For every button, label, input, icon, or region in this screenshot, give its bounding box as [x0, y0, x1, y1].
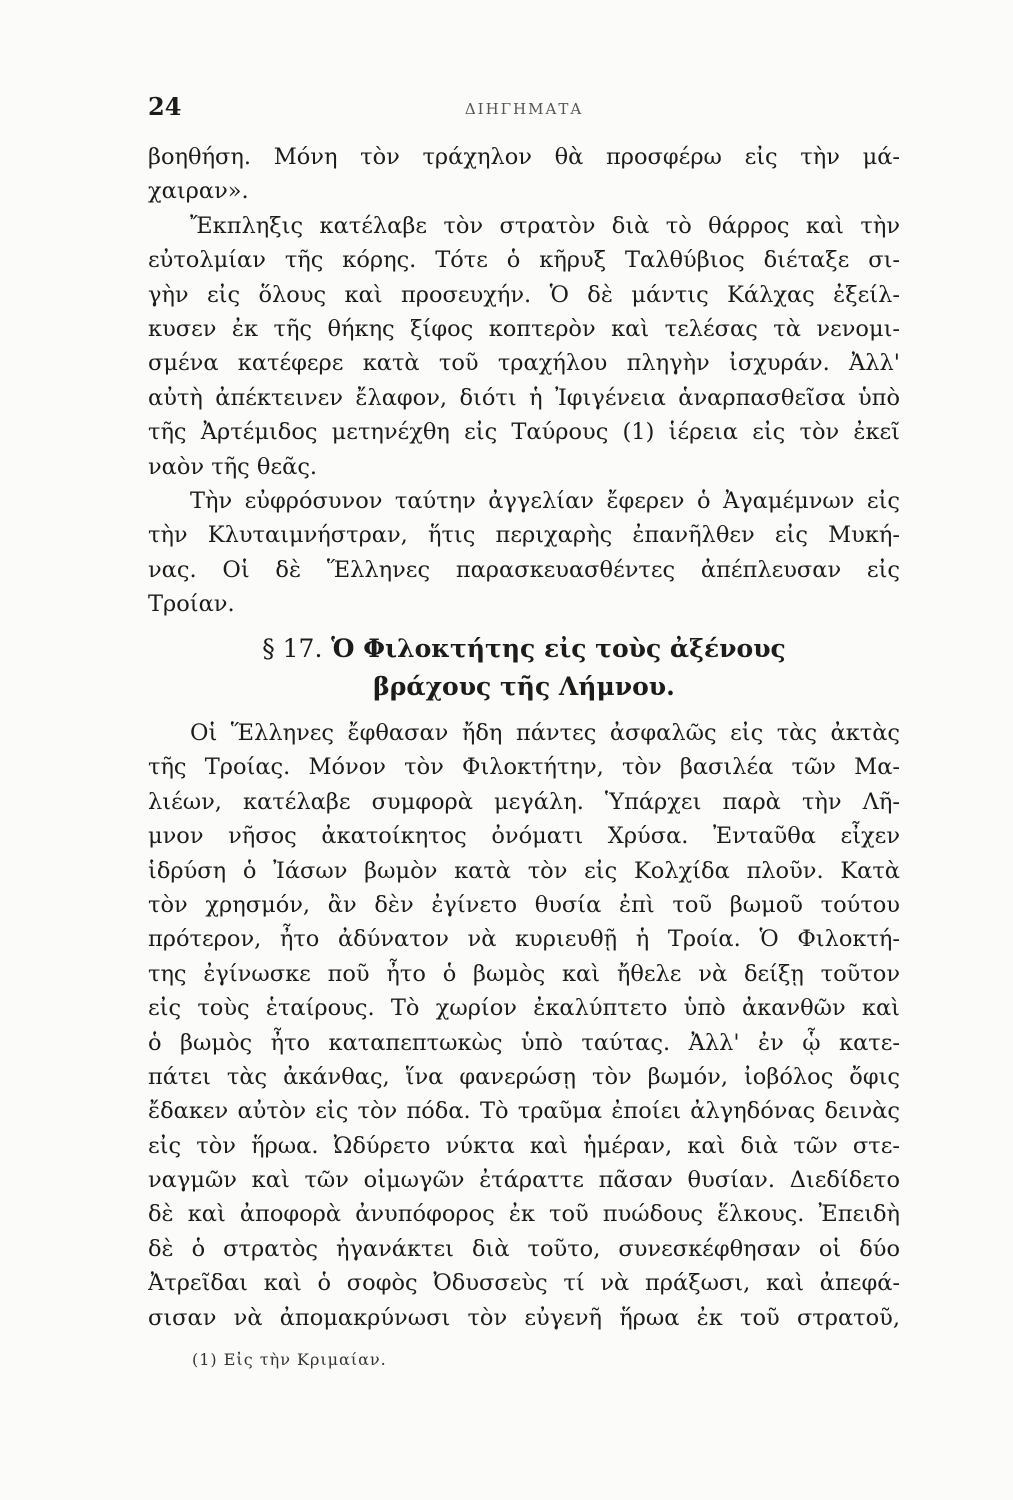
- section-title-part-2: βράχους τῆς Λήμνου.: [373, 672, 675, 701]
- text-line: χαιραν».: [148, 178, 249, 205]
- text-line: νας. Οἱ δὲ Ἕλληνες παρασκευασθέντες ἀπέπλευσαν εἰς: [148, 556, 900, 583]
- text-line: Ἀτρεῖδαι καὶ ὁ σοφὸς Ὀδυσσεὺς τί νὰ πράξωσι, καὶ ἀπεφά-: [148, 1270, 900, 1297]
- text-line: εἰς τὸν ἥρωα. Ὠδύρετο νύκτα καὶ ἡμέραν, καὶ διὰ τῶν στε-: [148, 1132, 900, 1159]
- text-line: τῆς Τροίας. Μόνον τὸν Φιλοκτήτην, τὸν βασιλέα τῶν Μα-: [148, 754, 900, 781]
- text-line: βοηθήση. Μόνη τὸν τράχηλον θὰ προσφέρω εἰς τὴν μά-: [148, 144, 900, 170]
- text-line: ὁ βωμὸς ἦτο καταπεπτωκὼς ὑπὸ ταύτας. Ἀλλ' ἐν ᾧ κατε-: [148, 1029, 900, 1056]
- text-line: δὲ καὶ ἀποφορὰ ἀνυπόφορος ἐκ τοῦ πυώδους ἕλκους. Ἐπειδὴ: [148, 1201, 900, 1228]
- text-line: κυσεν ἐκ τῆς θήκης ξίφος κοπτερὸν καὶ τελέσας τὰ νενομι-: [148, 315, 900, 342]
- text-line: τὸν χρησμόν, ἂν δὲν ἐγίνετο θυσία ἐπὶ τοῦ βωμοῦ τούτου: [148, 891, 900, 918]
- running-title: ΔΙΗΓΗΜΑΤΑ: [464, 100, 584, 118]
- body-text-top: [148, 140, 900, 621]
- text-line: της ἐγίνωσκε ποῦ ἦτο ὁ βωμὸς καὶ ἤθελε νὰ δείξῃ τοῦτον: [148, 960, 900, 987]
- text-line: Ἔκπληξις κατέλαβε τὸν στρατὸν διὰ τὸ θάρρος καὶ τὴν: [190, 212, 900, 239]
- section-title-part-1: Ὁ Φιλοκτήτης εἰς τοὺς ἀξένους: [331, 634, 786, 663]
- text-line: πάτει τὰς ἀκάνθας, ἵνα φανερώσῃ τὸν βωμόν, ἰοβόλος ὄφις: [148, 1063, 900, 1090]
- text-line: λιέων, κατέλαβε συμφορὰ μεγάλη. Ὑπάρχει παρὰ τὴν Λῆ-: [148, 788, 900, 815]
- running-head: [148, 92, 900, 122]
- section-number: § 17.: [262, 634, 323, 663]
- footnote: (1) Εἰς τὴν Κριμαίαν.: [192, 1350, 387, 1369]
- text-line: ἱδρύση ὁ Ἰάσων βωμὸν κατὰ τὸν εἰς Κολχίδα πλοῦν. Κατὰ: [148, 857, 900, 884]
- text-line: πρότερον, ἦτο ἀδύνατον νὰ κυριευθῇ ἡ Τροία. Ὁ Φιλοκτή-: [148, 926, 900, 953]
- text-line: γὴν εἰς ὅλους καὶ προσευχήν. Ὁ δὲ μάντις Κάλχας ἐξείλ-: [148, 281, 900, 308]
- text-line: αὐτὴ ἀπέκτεινεν ἔλαφον, διότι ἡ Ἰφιγένεια ἁναρπασθεῖσα ὑπὸ: [148, 384, 900, 411]
- text-line: Οἱ Ἕλληνες ἔφθασαν ἤδη πάντες ἀσφαλῶς εἰς τὰς ἀκτὰς: [190, 720, 900, 746]
- text-line: δὲ ὁ στρατὸς ἠγανάκτει διὰ τοῦτο, συνεσκέφθησαν οἱ δύο: [148, 1235, 900, 1262]
- text-line: ναγμῶν καὶ τῶν οἰμωγῶν ἐτάραττε πᾶσαν θυσίαν. Διεδίδετο: [148, 1167, 900, 1194]
- text-line: σισαν νὰ ἀπομακρύνωσι τὸν εὐγενῆ ἥρωα ἐκ τοῦ στρατοῦ,: [148, 1304, 900, 1331]
- text-line: μνον νῆσος ἀκατοίκητος ὀνόματι Χρύσα. Ἐνταῦθα εἶχεν: [148, 823, 900, 850]
- text-line: ναὸν τῆς θεᾶς.: [148, 453, 318, 480]
- text-line: ἔδακεν αὐτὸν εἰς τὸν πόδα. Τὸ τραῦμα ἐποίει ἀλγηδόνας δεινὰς: [148, 1098, 900, 1125]
- page-number: 24: [148, 92, 182, 121]
- section-heading-line-1: [148, 630, 900, 668]
- body-text-bottom: [148, 716, 900, 1335]
- section-heading: [148, 630, 900, 706]
- text-line: εἰς τοὺς ἑταίρους. Τὸ χωρίον ἐκαλύπτετο ὑπὸ ἀκανθῶν καὶ: [148, 995, 900, 1022]
- text-line: Τροίαν.: [148, 591, 235, 618]
- text-line: Τὴν εὐφρόσυνον ταύτην ἀγγελίαν ἔφερεν ὁ Ἀγαμέμνων εἰς: [190, 487, 900, 514]
- text-line: σμένα κατέφερε κατὰ τοῦ τραχήλου πληγὴν ἰσχυράν. Ἀλλ': [148, 350, 900, 377]
- text-line: εὐτολμίαν τῆς κόρης. Τότε ὁ κῆρυξ Ταλθύβιος διέταξε σι-: [148, 247, 900, 274]
- text-line: τῆς Ἀρτέμιδος μετηνέχθη εἰς Ταύρους (1) ἱέρεια εἰς τὸν ἐκεῖ: [148, 419, 900, 446]
- text-line: τὴν Κλυταιμνήστραν, ἥτις περιχαρὴς ἐπανῆλθεν εἰς Μυκή-: [148, 522, 900, 549]
